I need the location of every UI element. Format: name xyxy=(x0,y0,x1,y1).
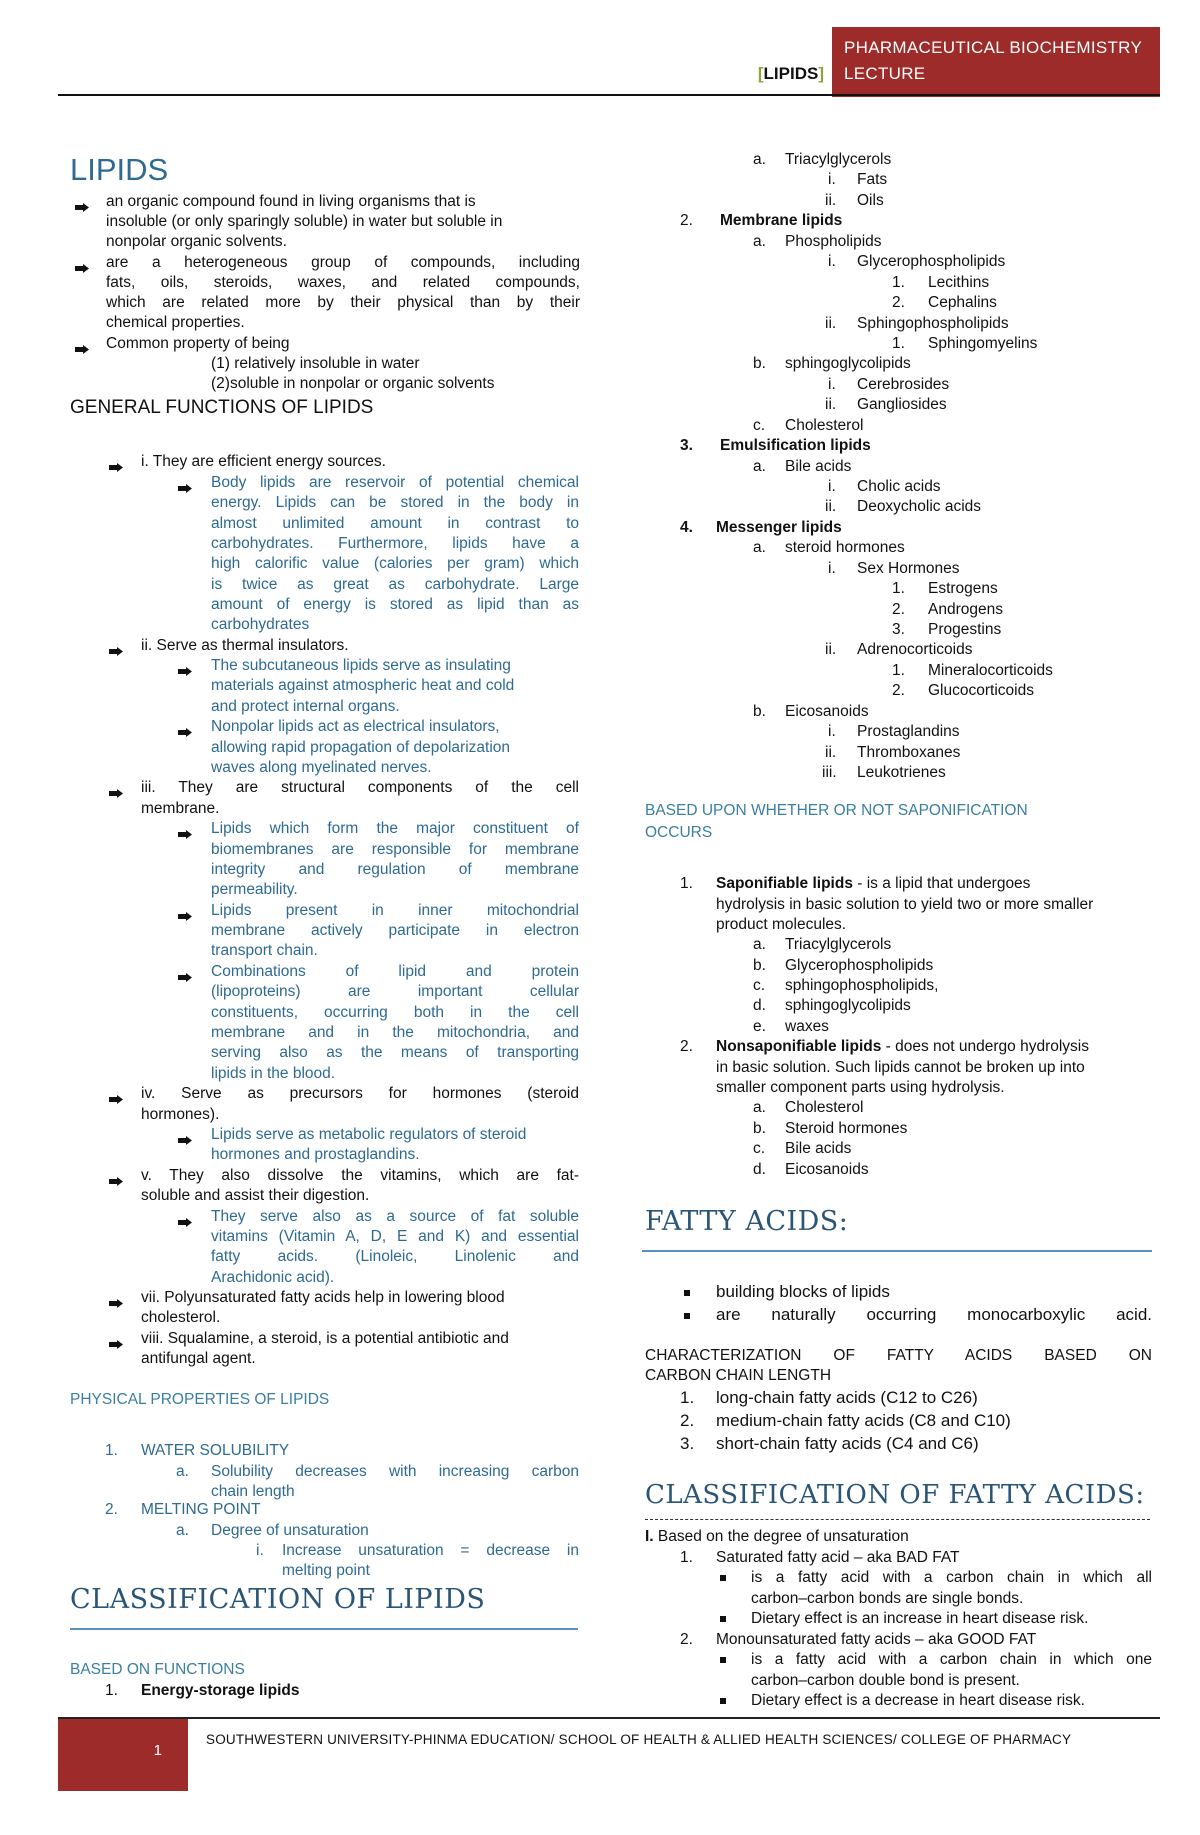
char-3-num: 3. xyxy=(680,1434,695,1453)
r-leuko: Leukotrienes xyxy=(857,764,946,781)
f3b-line3: transport chain. xyxy=(211,942,318,959)
sat-b2: Dietary effect is an increase in heart disease risk. xyxy=(751,1609,1088,1630)
r-b-letter: b. xyxy=(753,355,766,372)
classification-rule xyxy=(70,1628,578,1630)
s1-item-3: sphingophospholipids, xyxy=(785,977,939,994)
s2-a-letter: a. xyxy=(753,1099,766,1116)
f2a-line2: materials against atmospheric heat and cold xyxy=(211,677,515,694)
functions-heading: GENERAL FUNCTIONS OF LIPIDS xyxy=(70,397,374,418)
f4a-line1: Lipids serve as metabolic regulators of steroid xyxy=(211,1125,526,1146)
s1-num: 1. xyxy=(680,875,693,892)
footer-institution: SOUTHWESTERN UNIVERSITY-PHINMA EDUCATION/ SCHOOL OF HEALTH & ALLIED HEALTH SCIENCES/ COLLEGE OF PHARMACY xyxy=(206,1732,1072,1747)
r-thr-num: ii. xyxy=(825,744,837,761)
s1-item-1: Triacylglycerols xyxy=(785,936,892,953)
f2b-line1: Nonpolar lipids act as electrical insulators, xyxy=(211,717,500,738)
arrow-bullet-icon xyxy=(109,1172,123,1181)
r-3-num: 3. xyxy=(680,437,693,454)
char-item-1: long-chain fatty acids (C12 to C26) xyxy=(716,1388,978,1407)
sapon-heading-line2: OCCURS xyxy=(645,824,713,841)
phys-p1a-letter: a. xyxy=(176,1463,189,1480)
f5-line2: soluble and assist their digestion. xyxy=(141,1187,370,1204)
r-glycerophospho: Glycerophospholipids xyxy=(857,253,1006,270)
r-bile: Bile acids xyxy=(785,458,852,475)
s1-item-4: sphingoglycolipids xyxy=(785,997,911,1014)
s2-item-3: Bile acids xyxy=(785,1140,852,1157)
f3-line2: membrane. xyxy=(141,800,220,817)
sat-num: 1. xyxy=(680,1549,693,1566)
f8-line1: viii. Squalamine, a steroid, is a potential antibiotic and xyxy=(141,1329,509,1350)
s1-item-2: Glycerophospholipids xyxy=(785,957,934,974)
c1: Energy-storage lipids xyxy=(141,1682,300,1699)
phys-p2a-letter: a. xyxy=(176,1522,189,1539)
fatty-acids-heading: FATTY ACIDS: xyxy=(645,1206,849,1237)
phys-p1a-line2: chain length xyxy=(211,1483,295,1500)
cfa-dashed-rule xyxy=(645,1519,1150,1520)
r-phospho: Phospholipids xyxy=(785,233,882,250)
r-gang-num: ii. xyxy=(825,396,837,413)
f1a-line5: high calorific value (calories per gram) which xyxy=(211,555,579,572)
char-2-num: 2. xyxy=(680,1411,695,1430)
def1-line1: an organic compound found in living organisms that is xyxy=(106,192,476,213)
r-progestins: Progestins xyxy=(928,621,1002,638)
s2-line2: in basic solution. Such lipids cannot be broken up into xyxy=(716,1059,1085,1076)
arrow-bullet-icon xyxy=(109,1090,123,1099)
f3c-line3: constituents, occurring both in the cell xyxy=(211,1004,579,1021)
r-sphingophospho: Sphingophospholipids xyxy=(857,315,1009,332)
arrow-bullet-icon xyxy=(178,825,192,834)
f7-line2: cholesterol. xyxy=(141,1309,221,1326)
s2-c-letter: c. xyxy=(753,1140,766,1157)
s2-item-2: Steroid hormones xyxy=(785,1120,908,1137)
mono-b1-line1: is a fatty acid with a carbon chain in which one xyxy=(751,1650,1152,1671)
r-eicos: Eicosanoids xyxy=(785,703,869,720)
char-heading-line2: CARBON CHAIN LENGTH xyxy=(645,1367,832,1384)
c1-num: 1. xyxy=(105,1682,118,1699)
r-cholic: Cholic acids xyxy=(857,478,941,495)
r-adreno: Adrenocorticoids xyxy=(857,641,973,658)
phys-p2ai-line1: Increase unsaturation = decrease in xyxy=(282,1542,579,1559)
r-a-letter: a. xyxy=(753,151,766,168)
s1-line3: product molecules. xyxy=(716,916,847,933)
def3: Common property of being xyxy=(106,334,290,355)
arrow-bullet-icon xyxy=(178,662,192,671)
header-course-line1: PHARMACEUTICAL BIOCHEMISTRY xyxy=(844,38,1143,57)
f5a-line1: They serve also as a source of fat soluble xyxy=(211,1207,579,1228)
r-sex: Sex Hormones xyxy=(857,560,960,577)
arrow-bullet-icon xyxy=(109,642,123,651)
phys-p2a: Degree of unsaturation xyxy=(211,1522,369,1539)
s2-item-1: Cholesterol xyxy=(785,1099,864,1116)
f3c-line4: membrane and in the mitochondria, and xyxy=(211,1024,579,1041)
s2-line1: Nonsaponifiable lipids - does not undergo hydrolysis xyxy=(716,1038,1090,1055)
page-number: 1 xyxy=(153,1742,162,1759)
char-item-3: short-chain fatty acids (C4 and C6) xyxy=(716,1434,979,1453)
def1-line3: nonpolar organic solvents. xyxy=(106,233,287,250)
def2-line1: are a heterogeneous group of compounds, including xyxy=(106,253,580,274)
r-leu-num: iii. xyxy=(822,764,837,781)
f4a-line2: hormones and prostaglandins. xyxy=(211,1146,420,1163)
f3b-line2: membrane actively participate in electron xyxy=(211,922,579,939)
r-ster-letter: a. xyxy=(753,539,766,556)
s1-line1: Saponifiable lipids - is a lipid that undergoes xyxy=(716,875,1031,892)
f3a-line4: permeability. xyxy=(211,881,298,898)
fa-bullet-2: are naturally occurring monocarboxylic acid. xyxy=(716,1305,1152,1326)
r-gluco: Glucocorticoids xyxy=(928,682,1034,699)
mono-b2: Dietary effect is a decrease in heart disease risk. xyxy=(751,1691,1085,1712)
mono-num: 2. xyxy=(680,1631,693,1648)
arrow-bullet-icon xyxy=(178,723,192,732)
f3b-line1: Lipids present in inner mitochondrial xyxy=(211,901,579,922)
r-smy-num: 1. xyxy=(892,335,905,352)
r-lec-num: 1. xyxy=(892,274,905,291)
phys-heading: PHYSICAL PROPERTIES OF LIPIDS xyxy=(70,1391,330,1408)
square-bullet-icon xyxy=(720,1657,726,1663)
s2-num: 2. xyxy=(680,1038,693,1055)
square-bullet-icon xyxy=(684,1313,690,1319)
f2a-line1: The subcutaneous lipids serve as insulating xyxy=(211,656,511,677)
f2b-line3: waves along myelinated nerves. xyxy=(211,759,432,776)
r-cholesterol: Cholesterol xyxy=(785,417,864,434)
r-cholic-num: i. xyxy=(828,478,836,495)
phys-p2ai-num: i. xyxy=(256,1542,264,1559)
f5a-line3: fatty acids. (Linoleic, Linolenic and xyxy=(211,1248,579,1265)
r-eic-letter: b. xyxy=(753,703,766,720)
phys-p2: MELTING POINT xyxy=(141,1501,261,1518)
r-deoxy-num: ii. xyxy=(825,498,837,515)
square-bullet-icon xyxy=(720,1616,726,1622)
r-prog-num: 3. xyxy=(892,621,905,638)
f1: i. They are efficient energy sources. xyxy=(141,452,386,473)
f7-line1: vii. Polyunsaturated fatty acids help in lowering blood xyxy=(141,1288,505,1309)
def2-line2: fats, oils, steroids, waxes, and related compounds, xyxy=(106,274,580,291)
sapon-heading-line1: BASED UPON WHETHER OR NOT SAPONIFICATION xyxy=(645,802,1028,819)
f8-line2: antifungal agent. xyxy=(141,1350,256,1367)
r-gangliosides: Gangliosides xyxy=(857,396,947,413)
header-topic: [LIPIDS] xyxy=(757,64,824,83)
square-bullet-icon xyxy=(720,1698,726,1704)
r-prosta: Prostaglandins xyxy=(857,723,960,740)
r-est-num: 1. xyxy=(892,580,905,597)
arrow-bullet-icon xyxy=(109,1335,123,1344)
f1a-line1: Body lipids are reservoir of potential chemical xyxy=(211,473,579,494)
r-sp-num: ii. xyxy=(825,315,837,332)
r-bile-letter: a. xyxy=(753,458,766,475)
r-phos-letter: a. xyxy=(753,233,766,250)
header-topic-text: LIPIDS xyxy=(763,64,819,83)
r-4-num: 4. xyxy=(680,519,693,536)
f1a-line3: almost unlimited amount in contrast to xyxy=(211,515,579,532)
s1-item-5: waxes xyxy=(785,1018,829,1035)
mono-b1-line2: carbon–carbon double bond is present. xyxy=(751,1672,1020,1689)
char-item-2: medium-chain fatty acids (C8 and C10) xyxy=(716,1411,1011,1430)
f3a-line1: Lipids which form the major constituent of xyxy=(211,819,579,840)
f3a-line2: biomembranes are responsible for membrane xyxy=(211,841,579,858)
s2-b-letter: b. xyxy=(753,1120,766,1137)
f5-line1: v. They also dissolve the vitamins, which are fat- xyxy=(141,1166,579,1187)
header-rule xyxy=(58,94,1160,96)
r-oils-num: ii. xyxy=(825,192,837,209)
s1-b-letter: b. xyxy=(753,957,766,974)
arrow-bullet-icon xyxy=(75,198,89,207)
char-heading-line1: CHARACTERIZATION OF FATTY ACIDS BASED ON xyxy=(645,1347,1152,1364)
footer-rule xyxy=(58,1717,1160,1719)
sat-b1-line1: is a fatty acid with a carbon chain in which all xyxy=(751,1568,1152,1589)
phys-p1a-line1: Solubility decreases with increasing carbon xyxy=(211,1463,579,1480)
f3a-line3: integrity and regulation of membrane xyxy=(211,861,579,878)
arrow-bullet-icon xyxy=(109,784,123,793)
f3c-line5: serving also as the means of transporting xyxy=(211,1044,579,1061)
f4-line1: iv. Serve as precursors for hormones (steroid xyxy=(141,1084,579,1105)
s2-d-letter: d. xyxy=(753,1161,766,1178)
cfa-I: I. Based on the degree of unsaturation xyxy=(645,1528,909,1545)
f1a-line6: is twice as great as carbohydrate. Large xyxy=(211,576,579,593)
r-sphingomyelins: Sphingomyelins xyxy=(928,335,1038,352)
sat-b1-line2: carbon–carbon bonds are single bonds. xyxy=(751,1590,1024,1607)
f3c-line1: Combinations of lipid and protein xyxy=(211,962,579,983)
arrow-bullet-icon xyxy=(178,968,192,977)
s2-line3: smaller component parts using hydrolysis. xyxy=(716,1079,1005,1096)
f3c-line6: lipids in the blood. xyxy=(211,1065,336,1082)
r-androgens: Androgens xyxy=(928,601,1003,618)
fa-bullet-1: building blocks of lipids xyxy=(716,1282,890,1303)
arrow-bullet-icon xyxy=(178,1131,192,1140)
based-functions-heading: BASED ON FUNCTIONS xyxy=(70,1661,245,1678)
f1a-line7: amount of energy is stored as lipid than as xyxy=(211,596,579,613)
arrow-bullet-icon xyxy=(178,907,192,916)
arrow-bullet-icon xyxy=(75,259,89,268)
r-min-num: 1. xyxy=(892,662,905,679)
r-cerebrosides: Cerebrosides xyxy=(857,376,950,393)
r-sphingoglyco: sphingoglycolipids xyxy=(785,355,911,372)
page-title: LIPIDS xyxy=(70,152,169,187)
r-steroid: steroid hormones xyxy=(785,539,905,556)
s1-c-letter: c. xyxy=(753,977,766,994)
r-tag: Triacylglycerols xyxy=(785,151,892,168)
square-bullet-icon xyxy=(720,1575,726,1581)
f5a-line2: vitamins (Vitamin A, D, E and K) and essential xyxy=(211,1228,579,1245)
r-ceph-num: 2. xyxy=(892,294,905,311)
square-bullet-icon xyxy=(684,1290,690,1296)
f3-line1: iii. They are structural components of the cell xyxy=(141,778,579,799)
fatty-acids-rule xyxy=(642,1250,1152,1252)
s2-item-4: Eicosanoids xyxy=(785,1161,869,1178)
r-thrombo: Thromboxanes xyxy=(857,744,961,761)
def1-line2: insoluble (or only sparingly soluble) in water but soluble in xyxy=(106,213,503,230)
r-sex-num: i. xyxy=(828,560,836,577)
def3a: (1) relatively insoluble in water xyxy=(211,355,420,372)
s1-e-letter: e. xyxy=(753,1018,766,1035)
mono: Monounsaturated fatty acids – aka GOOD FAT xyxy=(716,1631,1037,1648)
r-and-num: 2. xyxy=(892,601,905,618)
f1a-line2: energy. Lipids can be stored in the body in xyxy=(211,494,579,511)
r-gp-num: i. xyxy=(828,253,836,270)
r-messenger: Messenger lipids xyxy=(716,519,842,536)
r-membrane: Membrane lipids xyxy=(720,212,843,229)
classification-heading: CLASSIFICATION OF LIPIDS xyxy=(70,1584,486,1615)
f2a-line3: and protect internal organs. xyxy=(211,698,400,715)
r-deoxy: Deoxycholic acids xyxy=(857,498,982,515)
s1-line2: hydrolysis in basic solution to yield two or more smaller xyxy=(716,896,1094,913)
f2: ii. Serve as thermal insulators. xyxy=(141,636,349,657)
phys-p2-num: 2. xyxy=(105,1501,118,1518)
arrow-bullet-icon xyxy=(178,479,192,488)
r-oils: Oils xyxy=(857,192,884,209)
f1a-line8: carbohydrates xyxy=(211,616,310,633)
r-cephalins: Cephalins xyxy=(928,294,997,311)
sat: Saturated fatty acid – aka BAD FAT xyxy=(716,1549,960,1566)
phys-p1-num: 1. xyxy=(105,1442,118,1459)
def2-line4: chemical properties. xyxy=(106,314,245,331)
r-estrogens: Estrogens xyxy=(928,580,998,597)
r-c-letter: c. xyxy=(753,417,766,434)
r-mineralo: Mineralocorticoids xyxy=(928,662,1053,679)
f2b-line2: allowing rapid propagation of depolarization xyxy=(211,739,511,756)
phys-p2ai-line2: melting point xyxy=(282,1562,370,1579)
r-cer-num: i. xyxy=(828,376,836,393)
r-adreno-num: ii. xyxy=(825,641,837,658)
f4-line2: hormones). xyxy=(141,1106,220,1123)
r-emuls: Emulsification lipids xyxy=(720,437,871,454)
arrow-bullet-icon xyxy=(178,1213,192,1222)
cfa-heading: CLASSIFICATION OF FATTY ACIDS: xyxy=(645,1480,1145,1510)
r-lecithins: Lecithins xyxy=(928,274,990,291)
def2-line3: which are related more by their physical than by their xyxy=(106,294,580,311)
s1-a-letter: a. xyxy=(753,936,766,953)
r-fats-num: i. xyxy=(828,171,836,188)
arrow-bullet-icon xyxy=(109,1294,123,1303)
s1-d-letter: d. xyxy=(753,997,766,1014)
r-fats: Fats xyxy=(857,171,888,188)
footer-page-box xyxy=(58,1719,188,1791)
r-2-num: 2. xyxy=(680,212,693,229)
f3c-line2: (lipoproteins) are important cellular xyxy=(211,983,579,1000)
arrow-bullet-icon xyxy=(75,340,89,349)
header-course-box xyxy=(832,27,1160,97)
def3b: (2)soluble in nonpolar or organic solvents xyxy=(211,375,495,392)
r-pros-num: i. xyxy=(828,723,836,740)
r-glu-num: 2. xyxy=(892,682,905,699)
header-course-line2: LECTURE xyxy=(844,64,926,83)
f1a-line4: carbohydrates. Furthermore, lipids have a xyxy=(211,535,579,552)
arrow-bullet-icon xyxy=(109,458,123,467)
f5a-line4: Arachidonic acid). xyxy=(211,1269,335,1286)
phys-p1: WATER SOLUBILITY xyxy=(141,1442,290,1459)
char-1-num: 1. xyxy=(680,1388,695,1407)
